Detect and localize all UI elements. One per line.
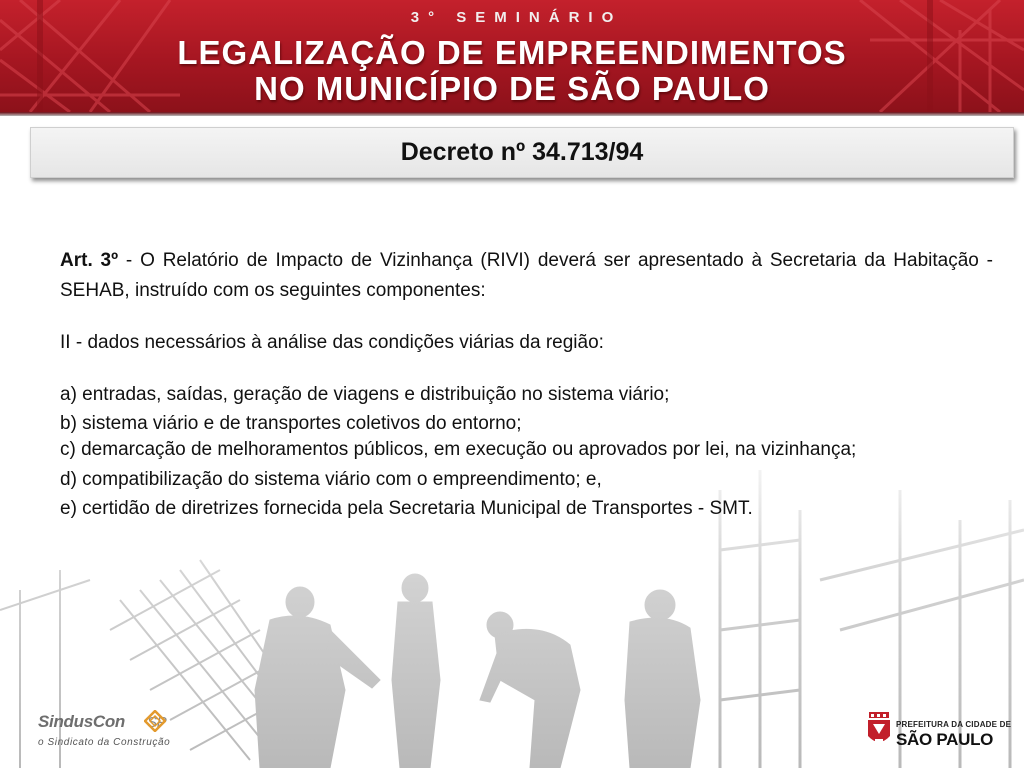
sinduscon-emblem-icon bbox=[144, 710, 166, 732]
sinduscon-brand: SindusCon bbox=[38, 712, 126, 731]
prefeitura-line1: PREFEITURA DA CIDADE DE bbox=[896, 720, 1012, 729]
slide-title-bar bbox=[30, 127, 1014, 178]
article-text: - O Relatório de Impacto de Vizinhança (RIVI) deverá ser apresentado à Secretaria da Habitação - SEHAB, instruído com os seguintes componentes: bbox=[60, 250, 993, 301]
sinduscon-logo bbox=[38, 712, 208, 752]
list-item-e: e) certidão de diretrizes fornecida pela Secretaria Municipal de Transportes - SMT. bbox=[60, 498, 753, 519]
slide-body bbox=[60, 246, 993, 524]
prefeitura-logo bbox=[866, 712, 1012, 750]
prefeitura-line2: SÃO PAULO bbox=[896, 730, 994, 749]
header-title-line2: NO MUNICÍPIO DE SÃO PAULO bbox=[254, 70, 770, 107]
seminar-subtitle: 3° SEMINÁRIO bbox=[410, 9, 623, 26]
list-item-d: d) compatibilização do sistema viário com o empreendimento; e, bbox=[60, 469, 602, 490]
header-banner bbox=[0, 0, 1024, 112]
header-title-line1: LEGALIZAÇÃO DE EMPREENDIMENTOS bbox=[177, 34, 847, 71]
article-paragraph bbox=[60, 246, 993, 306]
slide-title: Decreto nº 34.713/94 bbox=[400, 138, 644, 166]
list-item-a: a) entradas, saídas, geração de viagens e distribuição no sistema viário; bbox=[60, 384, 670, 405]
article-label: Art. 3º bbox=[60, 250, 119, 271]
list-item-c: c) demarcação de melhoramentos públicos, em execução ou aprovados por lei, na vizinhança; bbox=[60, 439, 857, 460]
list-item-b: b) sistema viário e de transportes coletivos do entorno; bbox=[60, 413, 522, 434]
sinduscon-tagline: o Sindicato da Construção bbox=[38, 737, 171, 748]
sao-paulo-crest-icon bbox=[866, 712, 892, 748]
sinduscon-region: SP bbox=[147, 714, 167, 731]
header-divider bbox=[0, 112, 1024, 116]
section-heading: II - dados necessários à análise das condições viárias da região: bbox=[60, 332, 604, 353]
